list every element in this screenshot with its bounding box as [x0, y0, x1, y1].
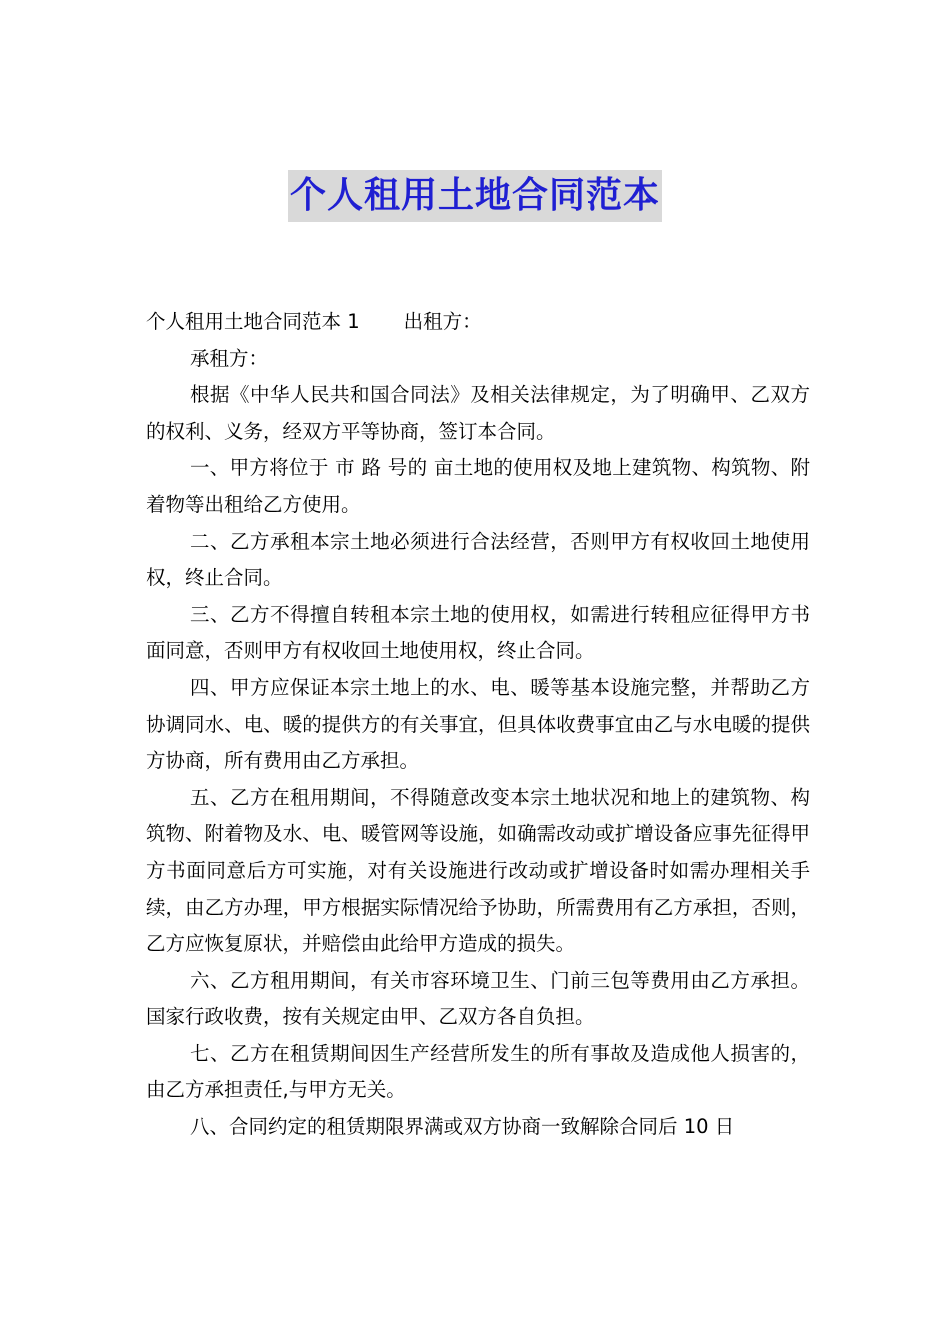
lessor-label: 出租方： [403, 310, 482, 333]
clause-2: 二、乙方承租本宗土地必须进行合法经营，否则甲方有权收回土地使用权，终止合同。 [146, 529, 810, 590]
clause-6: 六、乙方租用期间，有关市容环境卫生、门前三包等费用由乙方承担。国家行政收费，按有关规定由甲、乙双方各自负担。 [146, 968, 810, 1029]
clause-3: 三、乙方不得擅自转租本宗土地的使用权，如需进行转租应征得甲方书面同意，否则甲方有权收回土地使用权，终止合同。 [146, 602, 810, 663]
clause-5: 五、乙方在租用期间，不得随意改变本宗土地状况和地上的建筑物、构筑物、附着物及水、电、暖管网等设施，如确需改动或扩增设备应事先征得甲方书面同意后方可实施，对有关设施进行改动或扩增设备时如需办理相关手续，由乙方办理，甲方根据实际情况给予协助，所需费用有乙方承担，否则，乙方应恢复原状，并赔偿由此给甲方造成的损失。 [146, 785, 810, 956]
intro-line [146, 304, 810, 341]
document-title: 个人租用土地合同范本 [288, 170, 662, 222]
document-body [146, 304, 810, 1146]
clause-1: 一、甲方将位于 市 路 号的 亩土地的使用权及地上建筑物、构筑物、附着物等出租给乙方使用。 [146, 456, 810, 516]
clause-4: 四、甲方应保证本宗土地上的水、电、暖等基本设施完整，并帮助乙方协调同水、电、暖的提供方的有关事宜，但具体收费事宜由乙与水电暖的提供方协商，所有费用由乙方承担。 [146, 675, 810, 773]
clause-8: 八、合同约定的租赁期限界满或双方协商一致解除合同后 10 日 [190, 1115, 735, 1139]
contract-heading: 个人租用土地合同范本 1 [146, 310, 360, 333]
title-container [0, 170, 950, 222]
lessee-label: 承租方： [190, 346, 269, 370]
paragraph-preamble: 根据《中华人民共和国合同法》及相关法律规定，为了明确甲、乙双方的权利、义务，经双方平等协商，签订本合同。 [146, 383, 810, 443]
clause-7: 七、乙方在租赁期间因生产经营所发生的所有事故及造成他人损害的，由乙方承担责任,与甲方无关。 [146, 1041, 810, 1102]
